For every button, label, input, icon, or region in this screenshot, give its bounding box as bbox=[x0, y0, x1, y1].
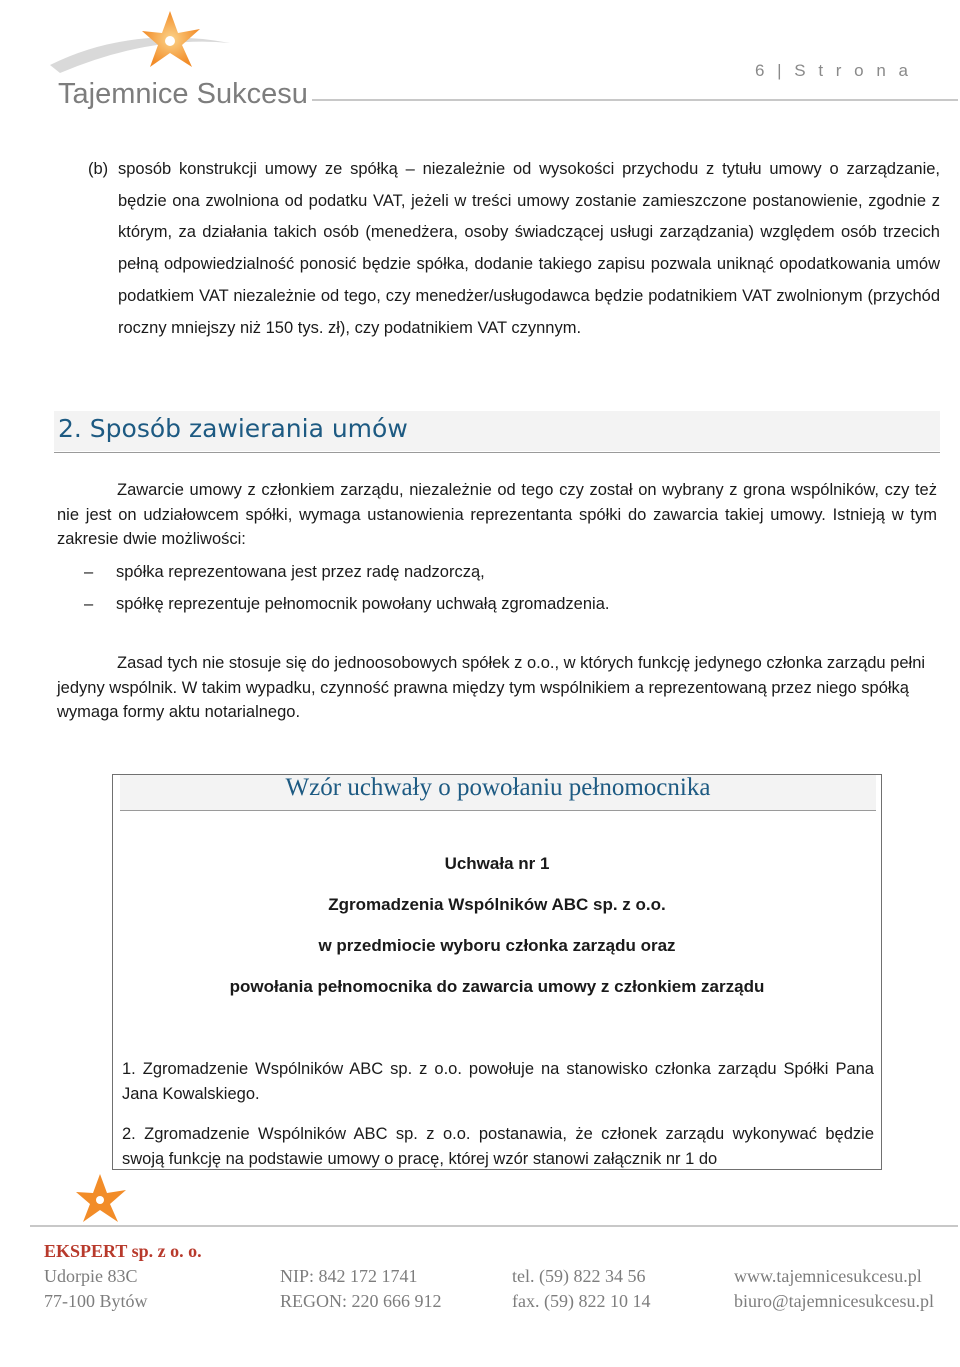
section-paragraph-1: Zawarcie umowy z członkiem zarządu, niezależnie od tego czy został on wybrany z grona wspólników, czy też nie jest on udziałowcem spółki, wymaga ustanowienia reprezentanta spółki do zawarcia takiej umowy. Istnieją w tym zakresie dwie możliwości: bbox=[57, 481, 937, 548]
resolution-subject-2: powołania pełnomocnika do zawarcia umowy z członkiem zarządu bbox=[229, 977, 765, 996]
footer-divider bbox=[30, 1225, 958, 1227]
section-paragraph-2: Zasad tych nie stosuje się do jednoosobowych spółek z o.o., w których funkcję jedynego członka zarządu pełni jedyny wspólnik. W takim wypadku, czynność prawna między tym wspólnikiem a reprezentowaną przez niego spółką wymaga formy aktu notarialnego. bbox=[57, 654, 926, 721]
resolution-body: Zgromadzenia Wspólników ABC sp. z o.o. bbox=[328, 895, 666, 914]
paragraph-b-label: (b) bbox=[88, 160, 109, 178]
bullet-item bbox=[84, 563, 485, 582]
footer-website-link[interactable]: www.tajemnicesukcesu.pl bbox=[734, 1266, 922, 1286]
bullet-dash-icon: – bbox=[84, 563, 94, 581]
bullet-dash-icon: – bbox=[84, 595, 94, 613]
resolution-point-2: 2. Zgromadzenie Wspólników ABC sp. z o.o. postanawia, że członek zarządu wykonywać będzie swoją funkcję na podstawie umowy o pracę, której wzór stanowi załącznik nr 1 do bbox=[122, 1125, 874, 1168]
footer-email-link[interactable]: biuro@tajemnicesukcesu.pl bbox=[734, 1291, 935, 1311]
section-heading-underline bbox=[54, 452, 940, 453]
footer-phone: tel. (59) 822 34 56 bbox=[512, 1266, 646, 1286]
bullet-text: spółkę reprezentuje pełnomocnik powołany uchwałą zgromadzenia. bbox=[116, 595, 610, 613]
box-title-underline bbox=[120, 810, 876, 811]
resolution-number: Uchwała nr 1 bbox=[444, 854, 550, 873]
header-divider bbox=[312, 99, 958, 101]
logo-text: Tajemnice Sukcesu bbox=[58, 78, 308, 110]
resolution-point-1: 1. Zgromadzenie Wspólników ABC sp. z o.o. powołuje na stanowisko członka zarządu Spółki Pana Jana Kowalskiego. bbox=[122, 1060, 874, 1103]
paragraph-b bbox=[88, 154, 940, 344]
bullet-item bbox=[84, 595, 609, 614]
resolution-template-box bbox=[112, 774, 882, 1170]
resolution-subject-1: w przedmiocie wyboru członka zarządu oraz bbox=[318, 936, 676, 955]
footer-address-line-2: 77-100 Bytów bbox=[44, 1291, 148, 1311]
footer-address-line-1: Udorpie 83C bbox=[44, 1266, 138, 1286]
bullet-text: spółka reprezentowana jest przez radę nadzorczą, bbox=[116, 563, 485, 581]
box-title: Wzór uchwały o powołaniu pełnomocnika bbox=[285, 774, 711, 801]
footer-fax: fax. (59) 822 10 14 bbox=[512, 1291, 651, 1311]
footer-regon: REGON: 220 666 912 bbox=[280, 1291, 442, 1311]
footer-company: EKSPERT sp. z o. o. bbox=[44, 1241, 202, 1261]
paragraph-b-text: sposób konstrukcji umowy ze spółką – niezależnie od wysokości przychodu z tytułu umowy o zarządzanie, będzie ona zwolniona od podatku VAT, jeżeli w treści umowy zostanie zamieszczone postanowienie, zgodnie z którym, za działania takich osób (menedżera, osoby świadczącej usługi zarządzania) względem osób trzecich pełną odpowiedzialność ponosić będzie spółka, dodanie takiego zapisu pozwala uniknąć opodatkowania umów podatkiem VAT niezależnie od tego, czy menedżer/usługodawca będzie podatnikiem VAT zwolnionym (przychód roczny mniejszy niż 150 tys. zł), czy podatnikiem VAT czynnym. bbox=[118, 160, 940, 337]
section-title: 2. Sposób zawierania umów bbox=[58, 414, 408, 443]
page-number: 6 | S t r o n a bbox=[754, 61, 912, 80]
footer-flame-icon bbox=[55, 1172, 195, 1232]
footer-nip: NIP: 842 172 1741 bbox=[280, 1266, 418, 1286]
